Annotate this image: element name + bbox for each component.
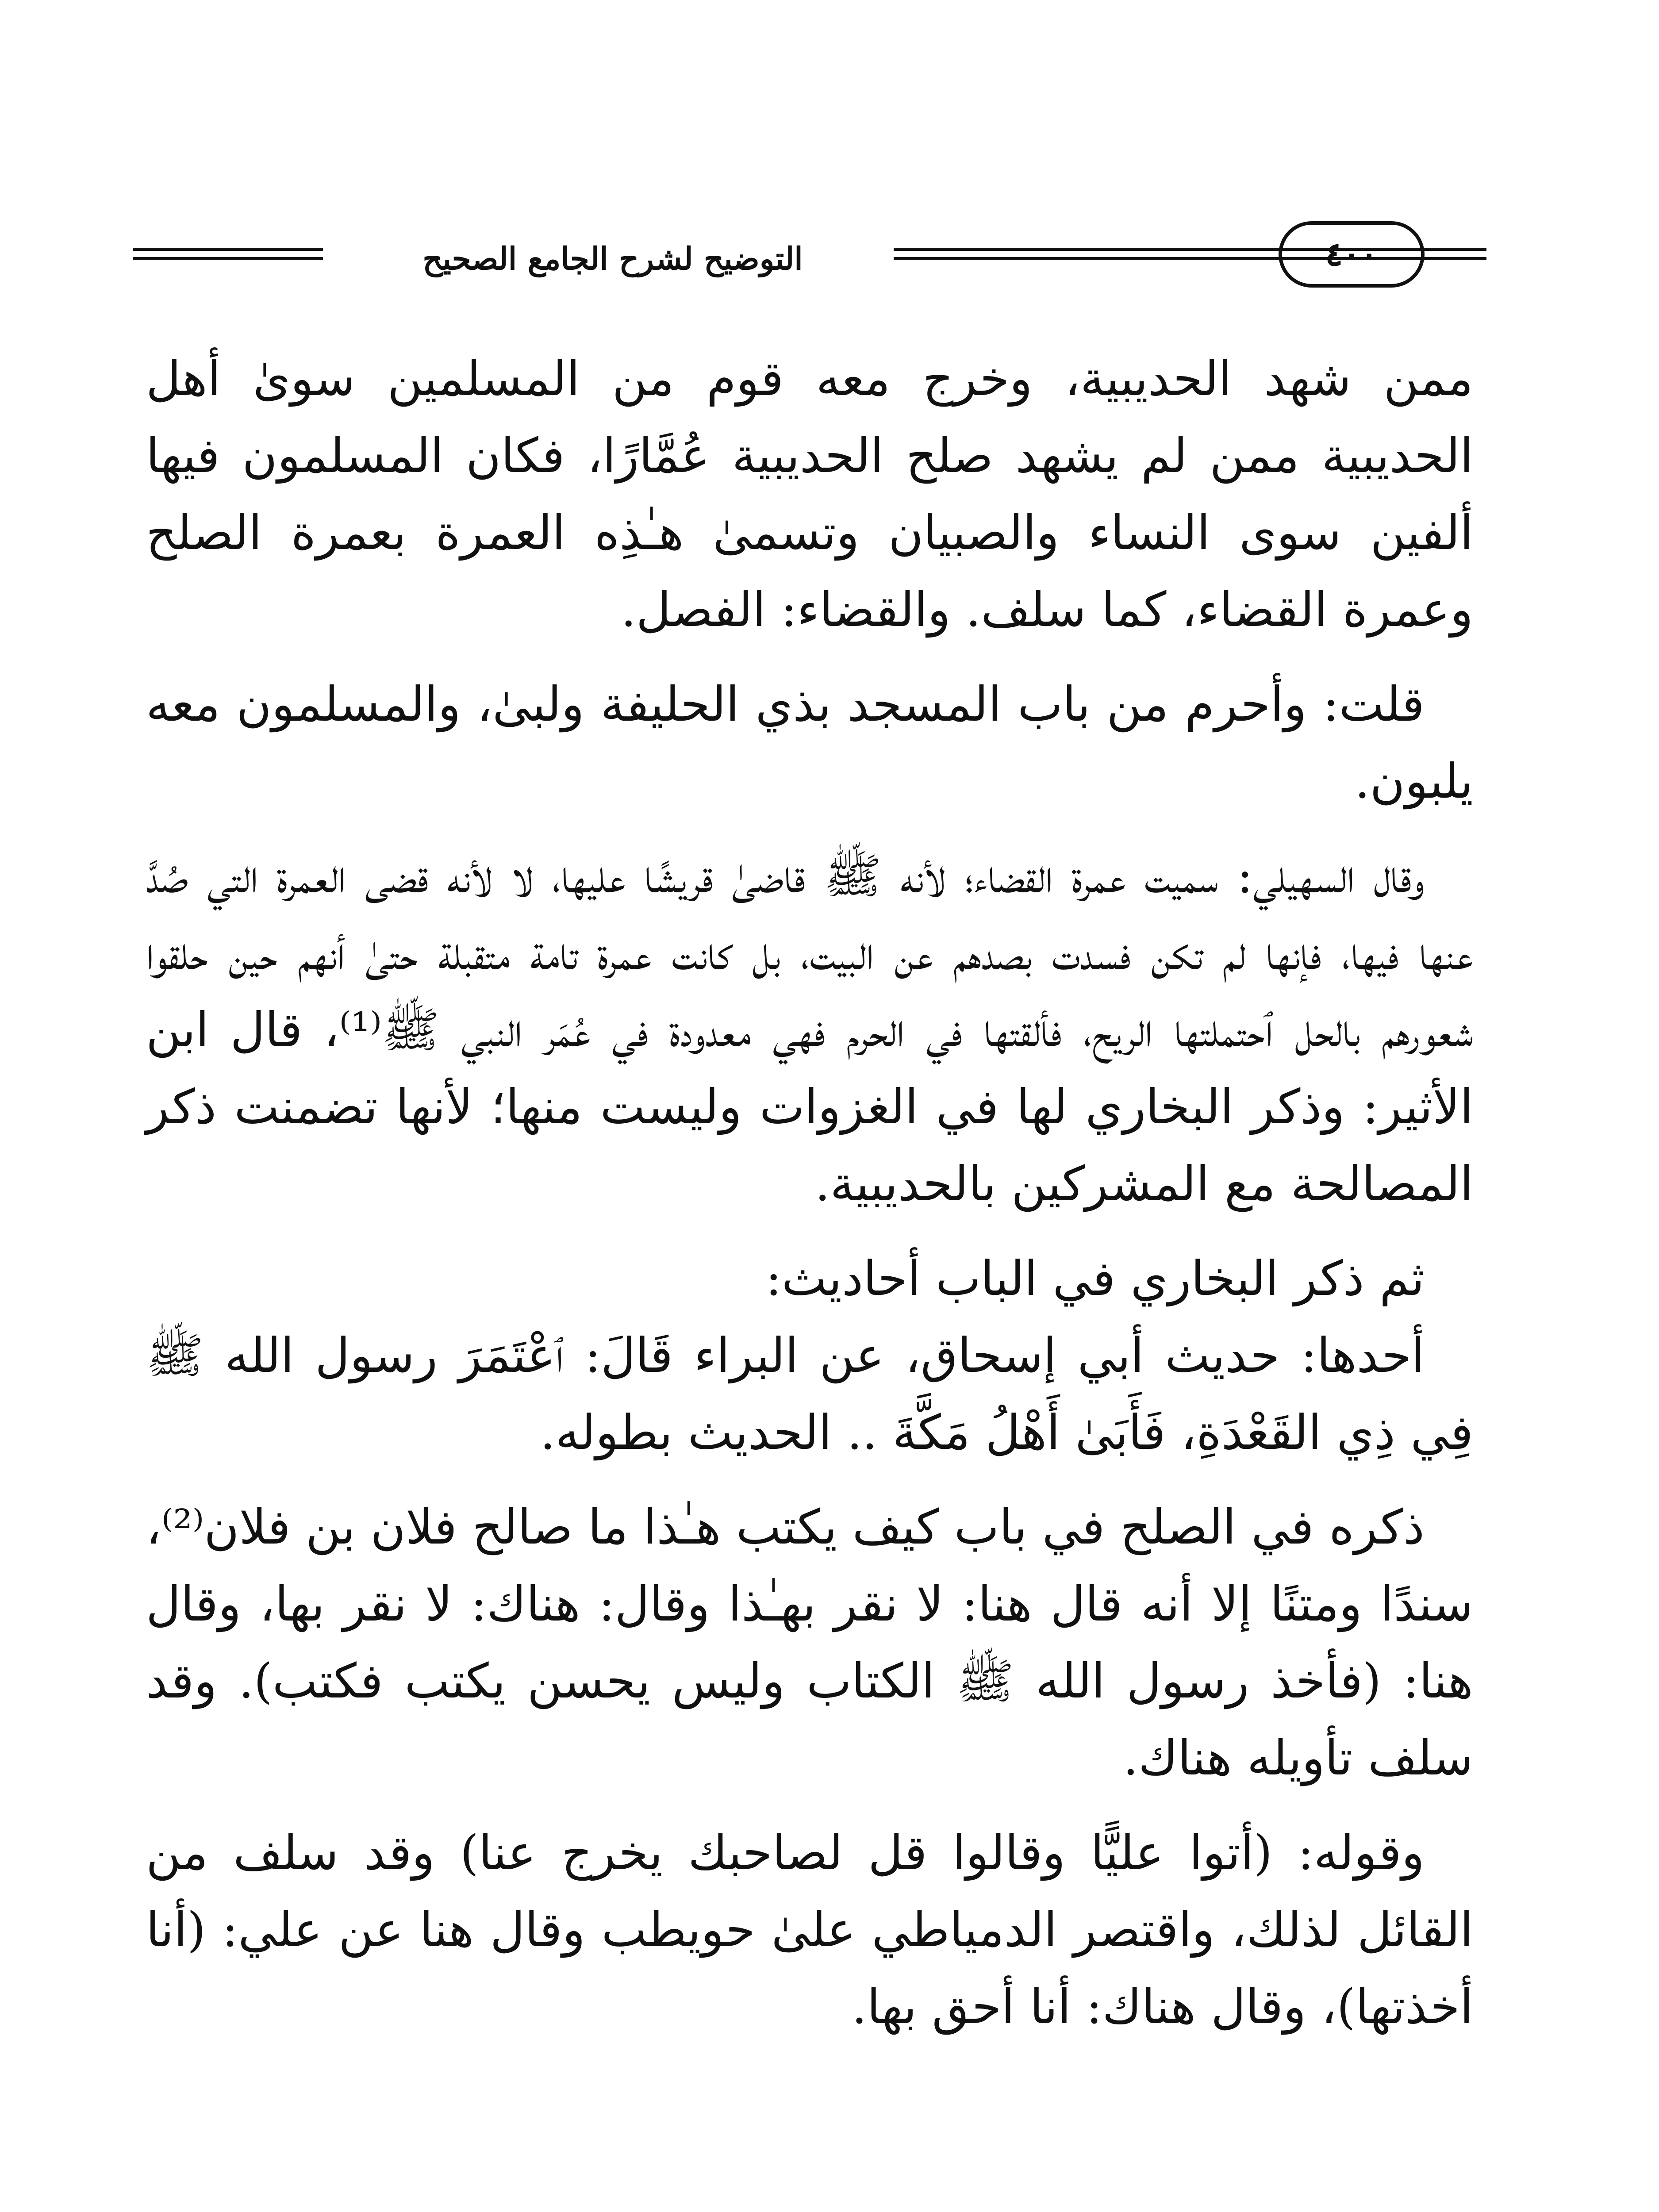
running-header — [133, 221, 1486, 310]
paragraph-4: ثم ذكر البخاري في الباب أحاديث: — [765, 1251, 1425, 1306]
main-text — [146, 341, 1473, 2063]
paragraph-6: ذكره في الصلح في باب كيف يكتب هـٰذا ما صالح فلان بن فلان⁽²⁾، سندًا ومتنًا إلا أنه قال هنا: لا نقر بهـٰذا وقال: هناك: لا نقر بها، وقال هنا: (فأخذ رسول الله ﷺ الكتاب وليس يحسن يكتب فكتب). وقد سلف تأويله هناك. — [146, 1500, 1473, 1786]
paragraph-3: وقال السهيلي: سميت عمرة القضاء؛ لأنه ﷺ قاضىٰ قريشًا عليها، لا لأنه قضى العمرة التي صُدَّ عنها فيها، فإنها لم تكن فسدت بصدهم عن البيت، بل كانت عمرة تامة متقبلة حتىٰ أنهم حين حلقوا شعورهم بالحل ٱحتملتها الريح، فألقتها في الحرم فهي معدودة في عُمَر النبي ﷺ⁽¹⁾، قال ابن الأثير: وذكر البخاري لها في الغزوات وليست منها؛ لأنها تضمنت ذكر المصالحة مع المشركين بالحديبية. — [146, 849, 1474, 1212]
paragraph-7: وقوله: (أتوا عليًّا وقالوا قل لصاحبك يخرج عنا) وقد سلف من القائل لذلك، واقتصر الدمياطي علىٰ حويطب وقال هنا عن علي: (أنا أخذتها)، وقال هناك: أنا أحق بها. — [146, 1825, 1473, 2035]
paragraph-2: قلت: وأحرم من باب المسجد بذي الحليفة ولبىٰ، والمسلمون معه يلبون. — [146, 677, 1473, 809]
paragraph-1: ممن شهد الحديبية، وخرج معه قوم من المسلمين سوىٰ أهل الحديبية ممن لم يشهد صلح الحديبية عُمَّارًا، فكان المسلمون فيها ألفين سوى النساء والصبيان وتسمىٰ هـٰذِه العمرة بعمرة الصلح وعمرة القضاء، كما سلف. والقضاء: الفصل. — [146, 351, 1473, 637]
header-title: التوضيح لشرح الجامع الصحيح — [422, 240, 803, 277]
header-rule-right — [1425, 248, 1486, 251]
page-number: ٤٠٠ — [1279, 221, 1425, 288]
header-rule-left — [133, 248, 323, 251]
paragraph-5: أحدها: حديث أبي إسحاق، عن البراء قَالَ: ٱعْتَمَرَ رسول الله ﷺ فِي ذِي القَعْدَةِ، فَأَبَىٰ أَهْلُ مَكَّةَ .. الحديث بطوله. — [146, 1328, 1473, 1460]
